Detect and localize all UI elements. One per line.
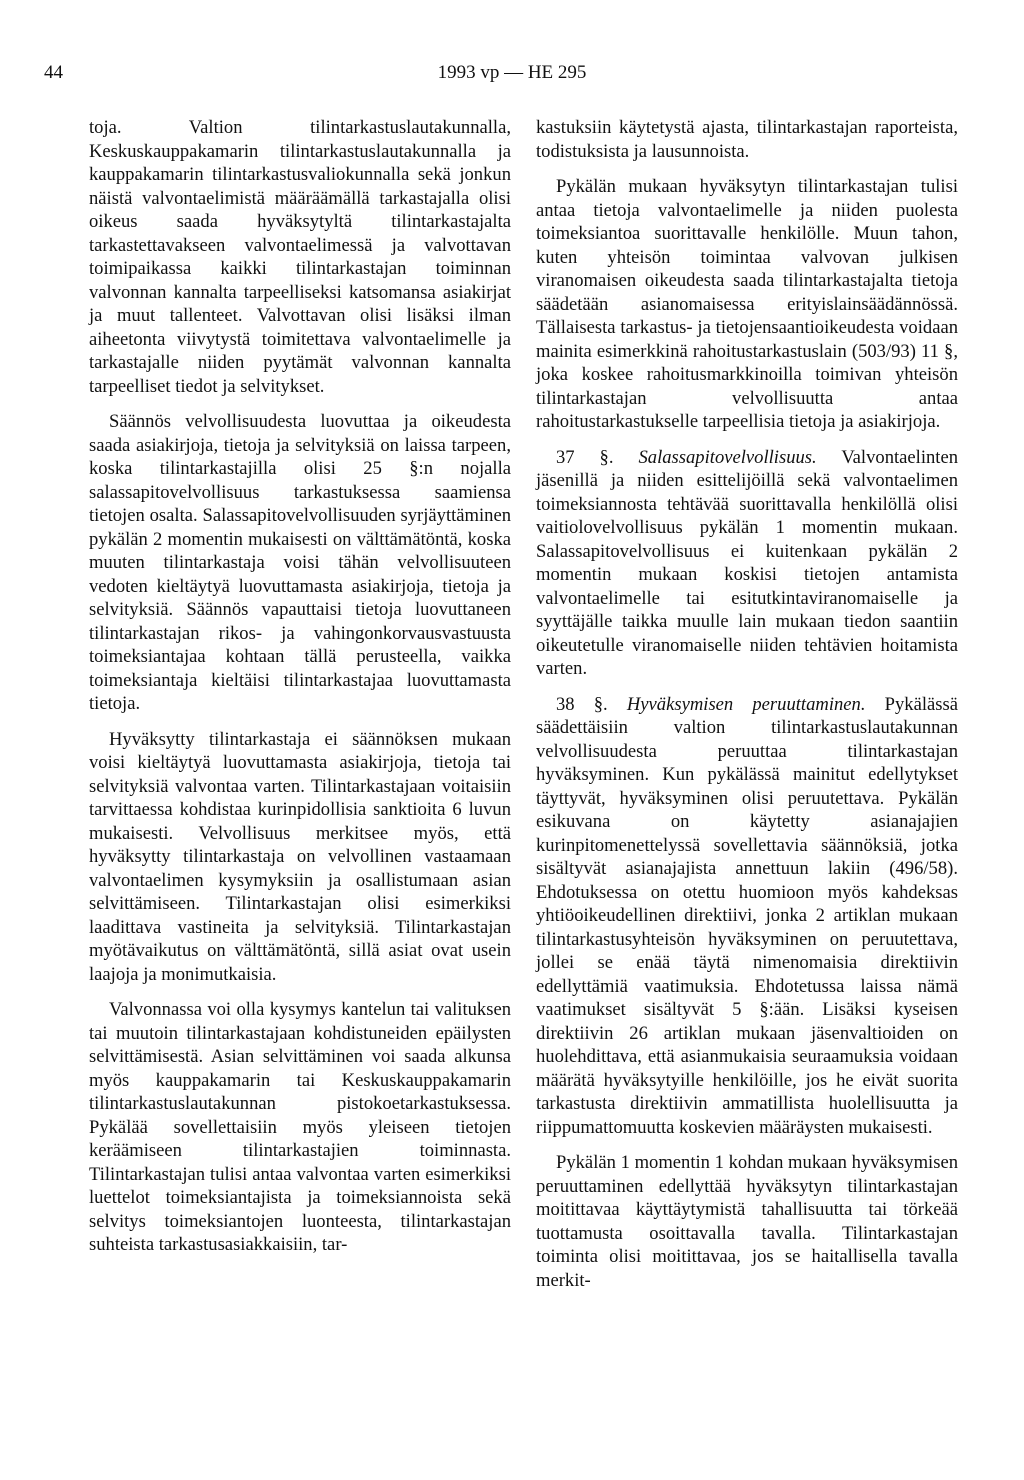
section-number: 37 §. (556, 446, 614, 468)
paragraph: Hyväksytty tilintarkastaja ei säännöksen mukaan voisi kieltäytyä luovuttamasta asiakirjoja, tietoja tai selvityksiä valvontaa varten. Tilintarkastajaan voitaisiin tarvittaessa kohdistaa kurinpidollisia sanktioita 6 luvun mukaisesti. Velvollisuus merkitsee myös, että hyväksytty tilintarkastaja on velvollinen vastaamaan valvontaelimen kysymyksiin ja osallistumaan asian selvittämiseen. Tilintarkastajan olisi esimerkiksi laadittava vastineita ja selvityksiä. Tilintarkastajan myötävaikutus on välttämätöntä, sillä asiat ovat usein laajoja ja monimutkaisia. (89, 728, 511, 985)
paragraph: kastuksiin käytetystä ajasta, tilintarkastajan raporteista, todistuksista ja lausunnoista. (536, 117, 958, 162)
section-body: Pykälässä säädettäisiin valtion tilintarkastuslautakunnan velvollisuudesta peruuttaa tilintarkastajan hyväksyminen. Kun pykälässä mainitut edellytykset täyttyvät, hyväksyminen olisi peruutettava. Pykälän esikuvana on käytetty asianajajien kurinpitomenettelyssä sovellettavia säännöksiä, jotka sisältyvät asianajajista annettuun lakiin (496/58). Ehdotuksessa on otettu huomioon myös kahdeksas yhtiöoikeudellinen direktiivi, jonka 2 artiklan mukaan tilintarkastusyhteisön hyväksyminen on peruutettava, jollei se enää täytä nimenomaisia direktiivin edellyttämiä vaatimuksia. Ehdotetussa laissa nämä vaatimukset sisältyvät 5 §:ään. Lisäksi kyseisen direktiivin 26 artiklan mukaan jäsenvaltioiden on huolehdittava, että asianmukaisia seuraamuksia voidaan määrätä hyväksytyille henkilöille, jos he eivät suorita tarkastusta direktiivin ammatillista huolellisuutta ja riippumattomuutta koskevien määräysten mukaisesti. (536, 693, 958, 1138)
paragraph: Valvonnassa voi olla kysymys kantelun tai valituksen tai muutoin tilintarkastajaan kohdistuneiden epäilysten selvittämisestä. Asian selvittäminen voi saada alkunsa myös kauppakamarin tai Keskuskauppakamarin tilintarkastuslautakunnan pistokoetarkastuksessa. Pykälää sovellettaisiin myös yleiseen tietojen keräämiseen tilintarkastajien toiminnasta. Tilintarkastajan tulisi antaa valvontaa varten esimerkiksi luettelot toimeksiantajista ja toimeksiannoista sekä selvitys toimeksiantojen luonteesta, tilintarkastajan suhteista tarkastusasiakkaisiin, tar- (89, 999, 511, 1255)
page-header (44, 62, 980, 88)
section-number: 38 §. (556, 693, 608, 715)
right-column (536, 116, 958, 1304)
page-number: 44 (44, 62, 63, 83)
section-38 (536, 693, 958, 1140)
paragraph: Pykälän mukaan hyväksytyn tilintarkastajan tulisi antaa tietoja valvontaelimelle ja niiden puolesta toimeksiantoa suorittavalle henkilölle. Muun tahon, kuten yhteisön toimintaa valvovan julkisen viranomaisen oikeudesta saada tilintarkastajalta tietoja säädetään asianomaisessa erityislainsäädännössä. Tällaisesta tarkastus- ja tietojensaantioikeudesta voidaan mainita esimerkkinä rahoitustarkastuslain (503/93) 11 §, joka koskee rahoitusmarkkinoilla toimivan yhteisön tilintarkastajan velvollisuutta antaa rahoitustarkastukselle tarpeellisia tietoja ja asiakirjoja. (536, 176, 958, 432)
paragraph: Pykälän 1 momentin 1 kohdan mukaan hyväksymisen peruuttaminen edellyttää hyväksytyn tilintarkastajan moitittavaa käyttäytymistä tahallisuutta tai törkeää tuottamusta osoittavalla tavalla. Tilintarkastajan toiminta olisi moitittavaa, jos se haitallisella tavalla merkit- (536, 1152, 958, 1291)
left-column (89, 116, 511, 1269)
document-reference: 1993 vp — HE 295 (437, 62, 587, 83)
paragraph: toja. Valtion tilintarkastuslautakunnalla, Keskuskauppakamarin tilintarkastuslautakunnalla ja kauppakamarin tilintarkastusvaliokunnalla sekä jonkun näistä valvontaelimistä määräämällä tarkastajalla olisi oikeus saada hyväksytyltä tilintarkastajalta tarkastettavakseen valvontaelimessä ja valvottavan toimipaikassa kaikki tilintarkastajan toiminnan valvonnan kannalta tarpeelliseksi katsomansa asiakirjat ja muut tallenteet. Valvottavan olisi lisäksi ilman aiheetonta viivytystä toimitettava valvontaelimelle ja tarkastajalle niiden pyytämät valvonnan kannalta tarpeelliset tiedot ja selvitykset. (89, 117, 511, 397)
section-title: Salassapitovelvollisuus. (638, 446, 817, 468)
section-37 (536, 446, 958, 681)
paragraph: Säännös velvollisuudesta luovuttaa ja oikeudesta saada asiakirjoja, tietoja ja selvityksiä on laissa tarpeen, koska tilintarkastajilla olisi 25 §:n nojalla salassapitovelvollisuus tarkastuksessa saamiensa tietojen osalta. Salassapitovelvollisuuden syrjäyttäminen pykälän 2 momentin mukaisesti on välttämätöntä, koska muuten tilintarkastaja voisi tähän velvollisuuteen vedoten kieltäytyä luovuttamasta asiakirjoja, tietoja ja selvityksiä. Säännös vapauttaisi tietoja luovuttaneen tilintarkastajan rikos- ja vahingonkorvausvastuusta toimeksiantajaa kohtaan tällä perusteella, vaikka toimeksiantaja kieltäisi tilintarkastajaa luovuttamasta tietoja. (89, 411, 511, 714)
section-body: Valvontaelinten jäsenillä ja niiden esittelijöillä sekä valvontaelimen toimeksiannosta tehtävää suorittavalla henkilöllä olisi vaitiolovelvollisuus pykälän 1 momentin mukaan. Salassapitovelvollisuus ei kuitenkaan pykälän 2 momentin mukaan koskisi tietojen antamista valvontaelimelle tai esitutkintaviranomaiselle ja syyttäjälle taikka muulle lain mukaan tiedon saantiin oikeutetulle viranomaiselle niiden tehtävien hoitamista varten. (536, 446, 959, 679)
section-title: Hyväksymisen peruuttaminen. (626, 693, 866, 715)
